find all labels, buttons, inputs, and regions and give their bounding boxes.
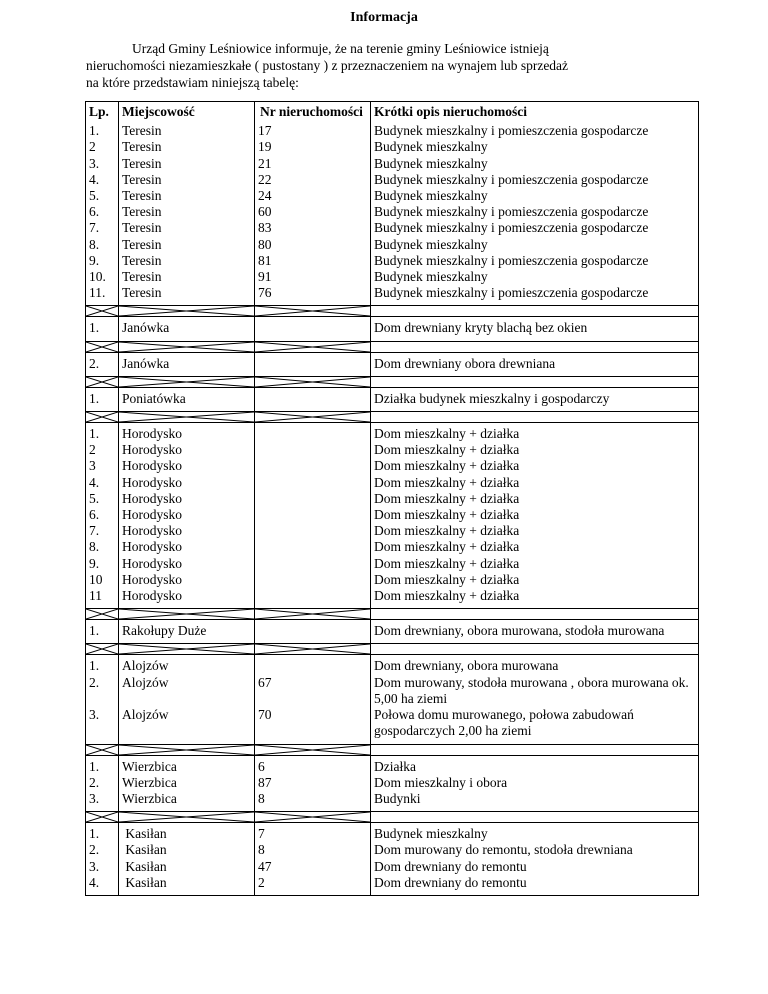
cell-opis: Dom mieszkalny i obora — [371, 775, 699, 791]
table-row — [86, 572, 699, 588]
cell-nr: 19 — [255, 139, 371, 155]
cell-nr: 67 — [255, 675, 371, 707]
cell-lp: 10 — [86, 572, 119, 588]
cell-opis: Budynek mieszkalny — [371, 139, 699, 155]
cell-lp: 9. — [86, 253, 119, 269]
cell-lp: 1. — [86, 387, 119, 411]
cell-opis: Dom drewniany, obora murowana, stodoła murowana — [371, 620, 699, 644]
separator-cell — [255, 412, 371, 423]
table-row — [86, 123, 699, 139]
table-row — [86, 859, 699, 875]
cell-miejscowosc: Teresin — [119, 237, 255, 253]
separator-cell — [371, 412, 699, 423]
header-nr: Nr nieruchomości — [255, 102, 371, 124]
cell-lp: 1. — [86, 755, 119, 775]
cell-nr — [255, 620, 371, 644]
table-row — [86, 507, 699, 523]
cell-opis: Dom drewniany obora drewniana — [371, 352, 699, 376]
table-row — [86, 188, 699, 204]
cell-nr: 22 — [255, 172, 371, 188]
cell-lp: 1. — [86, 823, 119, 843]
cross-mark-icon — [119, 377, 254, 387]
separator-row — [86, 609, 699, 620]
cross-mark-icon — [255, 812, 370, 822]
cell-nr — [255, 387, 371, 411]
cell-nr — [255, 491, 371, 507]
cell-opis: Budynek mieszkalny — [371, 823, 699, 843]
cell-nr — [255, 523, 371, 539]
cell-nr: 8 — [255, 791, 371, 812]
cell-nr — [255, 423, 371, 443]
cross-mark-icon — [119, 812, 254, 822]
cell-nr — [255, 539, 371, 555]
cell-miejscowosc: Horodysko — [119, 423, 255, 443]
cross-mark-icon — [255, 342, 370, 352]
separator-row — [86, 412, 699, 423]
cell-opis: Dom mieszkalny + działka — [371, 491, 699, 507]
cell-nr — [255, 556, 371, 572]
separator-cell — [371, 744, 699, 755]
separator-cell — [119, 341, 255, 352]
cell-opis: Dom drewniany kryty blachą bez okien — [371, 317, 699, 341]
cell-opis: Dom mieszkalny + działka — [371, 458, 699, 474]
cell-miejscowosc: Teresin — [119, 220, 255, 236]
cell-lp: 10. — [86, 269, 119, 285]
cell-miejscowosc: Teresin — [119, 204, 255, 220]
table-row — [86, 253, 699, 269]
cross-mark-icon — [119, 745, 254, 755]
cross-mark-icon — [255, 412, 370, 422]
separator-cell — [255, 744, 371, 755]
cell-nr: 70 — [255, 707, 371, 744]
cell-opis: Dom mieszkalny + działka — [371, 539, 699, 555]
cell-opis: Budynek mieszkalny i pomieszczenia gospodarcze — [371, 123, 699, 139]
cell-nr: 8 — [255, 842, 371, 858]
separator-row — [86, 644, 699, 655]
table-row — [86, 755, 699, 775]
cell-miejscowosc: Teresin — [119, 253, 255, 269]
cell-opis: Budynek mieszkalny — [371, 156, 699, 172]
cell-lp: 1. — [86, 123, 119, 139]
separator-cell — [86, 306, 119, 317]
cell-lp: 3. — [86, 791, 119, 812]
separator-cell — [119, 412, 255, 423]
cell-nr: 47 — [255, 859, 371, 875]
cell-lp: 4. — [86, 875, 119, 896]
cell-nr — [255, 317, 371, 341]
cell-opis: Dom drewniany, obora murowana — [371, 655, 699, 675]
table-row — [86, 823, 699, 843]
table-row — [86, 791, 699, 812]
cell-miejscowosc: Horodysko — [119, 442, 255, 458]
separator-cell — [371, 376, 699, 387]
table-row — [86, 675, 699, 707]
table-row — [86, 875, 699, 896]
cell-lp: 2. — [86, 842, 119, 858]
cell-miejscowosc: Teresin — [119, 269, 255, 285]
cell-opis: Połowa domu murowanego, połowa zabudowań gospodarczych 2,00 ha ziemi — [371, 707, 699, 744]
cell-lp: 9. — [86, 556, 119, 572]
table-row — [86, 317, 699, 341]
cell-opis: Działka budynek mieszkalny i gospodarczy — [371, 387, 699, 411]
separator-cell — [371, 812, 699, 823]
cell-miejscowosc: Horodysko — [119, 523, 255, 539]
cell-nr: 2 — [255, 875, 371, 896]
cell-opis: Dom mieszkalny + działka — [371, 556, 699, 572]
separator-cell — [255, 341, 371, 352]
cell-miejscowosc: Alojzów — [119, 675, 255, 707]
intro-line: nieruchomości niezamieszkałe ( pustostany ) z przeznaczeniem na wynajem lub sprzedaż — [86, 58, 569, 73]
cross-mark-icon — [255, 377, 370, 387]
cell-miejscowosc: Wierzbica — [119, 775, 255, 791]
cell-lp: 2 — [86, 442, 119, 458]
cross-mark-icon — [255, 745, 370, 755]
separator-row — [86, 341, 699, 352]
cell-lp: 1. — [86, 423, 119, 443]
cell-nr: 80 — [255, 237, 371, 253]
separator-row — [86, 812, 699, 823]
cell-miejscowosc: Kasiłan — [119, 859, 255, 875]
cell-lp: 2. — [86, 352, 119, 376]
cell-opis: Dom murowany, stodoła murowana , obora murowana ok. 5,00 ha ziemi — [371, 675, 699, 707]
table-row — [86, 539, 699, 555]
cell-lp: 2. — [86, 675, 119, 707]
cell-nr: 24 — [255, 188, 371, 204]
cell-lp: 2. — [86, 775, 119, 791]
cell-nr: 91 — [255, 269, 371, 285]
cell-opis: Dom drewniany do remontu — [371, 875, 699, 896]
cell-nr — [255, 572, 371, 588]
cell-opis: Budynki — [371, 791, 699, 812]
table-row — [86, 655, 699, 675]
intro-paragraph — [86, 40, 686, 91]
cell-nr — [255, 655, 371, 675]
cell-lp: 1. — [86, 655, 119, 675]
cell-opis: Budynek mieszkalny i pomieszczenia gospodarcze — [371, 204, 699, 220]
cell-nr — [255, 352, 371, 376]
cross-mark-icon — [255, 609, 370, 619]
cell-miejscowosc: Kasiłan — [119, 842, 255, 858]
cell-lp: 3 — [86, 458, 119, 474]
separator-cell — [255, 609, 371, 620]
table-row — [86, 707, 699, 744]
cell-opis: Działka — [371, 755, 699, 775]
separator-cell — [255, 376, 371, 387]
cross-mark-icon — [86, 342, 118, 352]
cross-mark-icon — [119, 609, 254, 619]
separator-cell — [119, 812, 255, 823]
cell-lp: 1. — [86, 620, 119, 644]
cell-lp: 8. — [86, 539, 119, 555]
table-row — [86, 556, 699, 572]
cell-opis: Budynek mieszkalny — [371, 269, 699, 285]
table-header-row — [86, 102, 699, 124]
separator-cell — [255, 644, 371, 655]
cell-nr: 60 — [255, 204, 371, 220]
cell-opis: Dom murowany do remontu, stodoła drewniana — [371, 842, 699, 858]
cell-opis: Budynek mieszkalny — [371, 188, 699, 204]
table-row — [86, 204, 699, 220]
separator-cell — [371, 609, 699, 620]
cell-nr — [255, 507, 371, 523]
cell-miejscowosc: Horodysko — [119, 556, 255, 572]
separator-cell — [86, 341, 119, 352]
table-row — [86, 842, 699, 858]
cell-lp: 5. — [86, 188, 119, 204]
cell-lp: 4. — [86, 172, 119, 188]
cell-lp: 6. — [86, 204, 119, 220]
separator-cell — [255, 306, 371, 317]
cell-nr: 81 — [255, 253, 371, 269]
intro-line: na które przedstawiam niniejszą tabelę: — [86, 75, 299, 90]
separator-cell — [255, 812, 371, 823]
cell-lp: 1. — [86, 317, 119, 341]
cell-miejscowosc: Kasiłan — [119, 875, 255, 896]
cell-miejscowosc: Horodysko — [119, 491, 255, 507]
cross-mark-icon — [119, 306, 254, 316]
cell-opis: Dom mieszkalny + działka — [371, 572, 699, 588]
cell-miejscowosc: Teresin — [119, 172, 255, 188]
cell-miejscowosc: Wierzbica — [119, 791, 255, 812]
cross-mark-icon — [86, 812, 118, 822]
cell-opis: Budynek mieszkalny i pomieszczenia gospodarcze — [371, 253, 699, 269]
separator-row — [86, 306, 699, 317]
separator-cell — [371, 306, 699, 317]
cell-opis: Dom mieszkalny + działka — [371, 442, 699, 458]
separator-row — [86, 744, 699, 755]
cell-miejscowosc: Horodysko — [119, 572, 255, 588]
cell-opis: Budynek mieszkalny i pomieszczenia gospodarcze — [371, 285, 699, 306]
cell-nr — [255, 442, 371, 458]
cell-nr — [255, 588, 371, 609]
cell-opis: Budynek mieszkalny i pomieszczenia gospodarcze — [371, 220, 699, 236]
separator-cell — [86, 812, 119, 823]
cell-opis: Budynek mieszkalny — [371, 237, 699, 253]
table-row — [86, 491, 699, 507]
cross-mark-icon — [255, 306, 370, 316]
cross-mark-icon — [86, 306, 118, 316]
table-row — [86, 475, 699, 491]
cell-lp: 8. — [86, 237, 119, 253]
separator-cell — [86, 412, 119, 423]
cell-nr — [255, 475, 371, 491]
cell-miejscowosc: Janówka — [119, 352, 255, 376]
separator-cell — [119, 644, 255, 655]
cell-miejscowosc: Horodysko — [119, 475, 255, 491]
cross-mark-icon — [86, 644, 118, 654]
intro-line: Urząd Gminy Leśniowice informuje, że na terenie gminy Leśniowice istnieją — [132, 41, 549, 56]
separator-cell — [86, 644, 119, 655]
cell-miejscowosc: Teresin — [119, 188, 255, 204]
cell-lp: 7. — [86, 220, 119, 236]
table-row — [86, 523, 699, 539]
cell-nr: 21 — [255, 156, 371, 172]
separator-cell — [86, 744, 119, 755]
separator-row — [86, 376, 699, 387]
separator-cell — [86, 376, 119, 387]
cell-opis: Dom mieszkalny + działka — [371, 588, 699, 609]
header-lp: Lp. — [86, 102, 119, 124]
separator-cell — [86, 609, 119, 620]
cell-miejscowosc: Wierzbica — [119, 755, 255, 775]
cell-miejscowosc: Horodysko — [119, 507, 255, 523]
table-row — [86, 220, 699, 236]
cell-miejscowosc: Janówka — [119, 317, 255, 341]
cell-lp: 11 — [86, 588, 119, 609]
table-body — [86, 123, 699, 895]
cell-opis: Dom drewniany do remontu — [371, 859, 699, 875]
cross-mark-icon — [86, 377, 118, 387]
separator-cell — [119, 609, 255, 620]
cell-nr: 17 — [255, 123, 371, 139]
cell-lp: 7. — [86, 523, 119, 539]
cell-miejscowosc: Teresin — [119, 123, 255, 139]
header-opis: Krótki opis nieruchomości — [371, 102, 699, 124]
header-miejscowosc: Miejscowość — [119, 102, 255, 124]
property-table — [85, 101, 699, 896]
cell-miejscowosc: Horodysko — [119, 458, 255, 474]
table-row — [86, 156, 699, 172]
cell-miejscowosc: Rakołupy Duże — [119, 620, 255, 644]
cell-miejscowosc: Teresin — [119, 156, 255, 172]
separator-cell — [119, 376, 255, 387]
separator-cell — [119, 306, 255, 317]
table-row — [86, 269, 699, 285]
cell-lp: 2 — [86, 139, 119, 155]
table-row — [86, 285, 699, 306]
cell-lp: 3. — [86, 859, 119, 875]
table-row — [86, 172, 699, 188]
table-row — [86, 423, 699, 443]
cell-opis: Dom mieszkalny + działka — [371, 423, 699, 443]
cell-miejscowosc: Teresin — [119, 139, 255, 155]
cell-lp: 3. — [86, 707, 119, 744]
cell-miejscowosc: Teresin — [119, 285, 255, 306]
separator-cell — [371, 644, 699, 655]
table-row — [86, 442, 699, 458]
table-row — [86, 620, 699, 644]
cross-mark-icon — [255, 644, 370, 654]
cell-miejscowosc: Alojzów — [119, 655, 255, 675]
cell-nr: 6 — [255, 755, 371, 775]
cell-lp: 6. — [86, 507, 119, 523]
cross-mark-icon — [86, 745, 118, 755]
table-row — [86, 458, 699, 474]
cell-nr: 76 — [255, 285, 371, 306]
cell-miejscowosc: Kasiłan — [119, 823, 255, 843]
table-row — [86, 139, 699, 155]
cross-mark-icon — [119, 342, 254, 352]
cell-lp: 5. — [86, 491, 119, 507]
cell-opis: Dom mieszkalny + działka — [371, 507, 699, 523]
cross-mark-icon — [119, 644, 254, 654]
separator-cell — [119, 744, 255, 755]
cross-mark-icon — [86, 609, 118, 619]
cell-lp: 3. — [86, 156, 119, 172]
cell-miejscowosc: Horodysko — [119, 539, 255, 555]
cell-opis: Dom mieszkalny + działka — [371, 475, 699, 491]
cell-miejscowosc: Poniatówka — [119, 387, 255, 411]
table-row — [86, 352, 699, 376]
cell-miejscowosc: Horodysko — [119, 588, 255, 609]
cross-mark-icon — [119, 412, 254, 422]
cell-opis: Budynek mieszkalny i pomieszczenia gospodarcze — [371, 172, 699, 188]
cross-mark-icon — [86, 412, 118, 422]
cell-lp: 4. — [86, 475, 119, 491]
cell-nr — [255, 458, 371, 474]
separator-cell — [371, 341, 699, 352]
cell-nr: 83 — [255, 220, 371, 236]
table-row — [86, 588, 699, 609]
cell-miejscowosc: Alojzów — [119, 707, 255, 744]
cell-opis: Dom mieszkalny + działka — [371, 523, 699, 539]
table-row — [86, 237, 699, 253]
document-title: Informacja — [350, 10, 418, 25]
table-row — [86, 387, 699, 411]
table-row — [86, 775, 699, 791]
cell-nr: 87 — [255, 775, 371, 791]
cell-lp: 11. — [86, 285, 119, 306]
cell-nr: 7 — [255, 823, 371, 843]
